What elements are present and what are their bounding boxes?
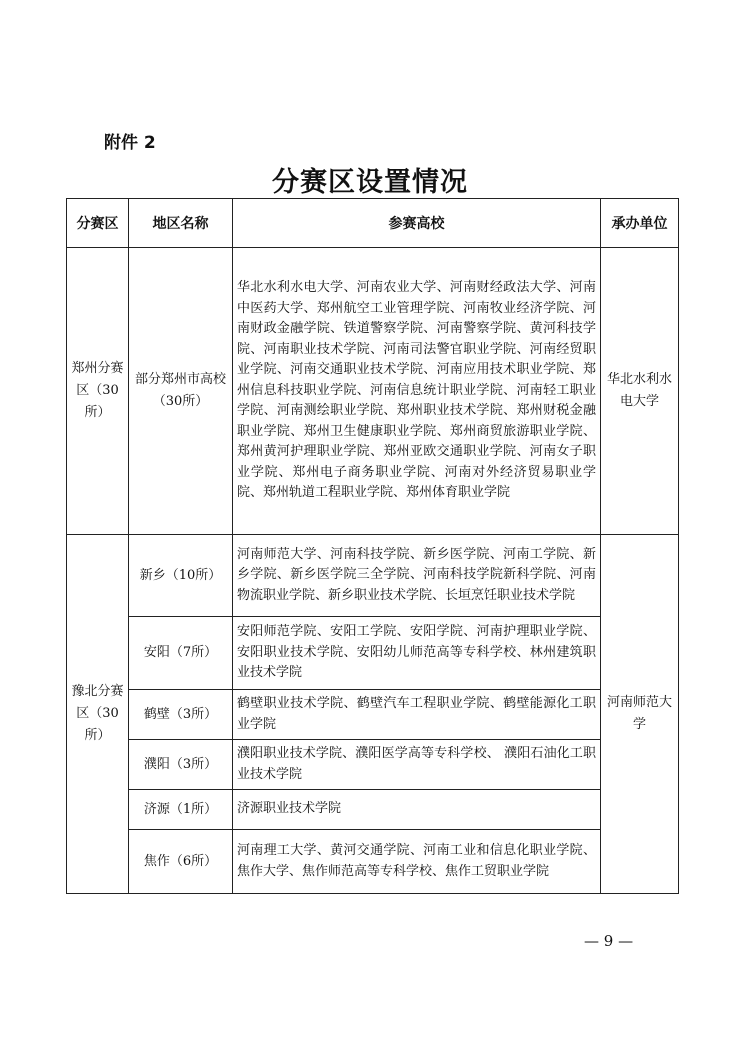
table-row [67, 535, 679, 617]
header-host: 承办单位 [601, 199, 679, 248]
region-cell: 濮阳（3所） [129, 740, 233, 790]
host-cell: 河南师范大学 [601, 535, 679, 894]
table-header-row [67, 199, 679, 248]
page-number: — 9 — [584, 932, 634, 950]
table-row [67, 790, 679, 830]
region-cell: 新乡（10所） [129, 535, 233, 617]
header-region: 地区名称 [129, 199, 233, 248]
header-division: 分赛区 [67, 199, 129, 248]
schools-cell: 济源职业技术学院 [233, 790, 601, 830]
table-row [67, 248, 679, 535]
table-row [67, 830, 679, 894]
page-title: 分赛区设置情况 [272, 167, 468, 198]
region-cell: 鹤壁（3所） [129, 690, 233, 740]
region-cell: 焦作（6所） [129, 830, 233, 894]
table-row [67, 740, 679, 790]
region-cell: 部分郑州市高校（30所） [129, 248, 233, 535]
schools-cell: 华北水利水电大学、河南农业大学、河南财经政法大学、河南中医药大学、郑州航空工业管理学院、河南牧业经济学院、河南财政金融学院、铁道警察学院、河南警察学院、黄河科技学院、河南职业技术学院、河南司法警官职业学院、河南经贸职业学院、河南交通职业技术学院、河南应用技术职业学院、郑州信息科技职业学院、河南信息统计职业学院、河南轻工职业学院、河南测绘职业学院、郑州职业技术学院、郑州财税金融职业学院、郑州卫生健康职业学院、郑州商贸旅游职业学院、郑州黄河护理职业学院、郑州亚欧交通职业学院、河南女子职业学院、郑州电子商务职业学院、河南对外经济贸易职业学院、郑州轨道工程职业学院、郑州体育职业学院 [233, 248, 601, 535]
division-cell: 郑州分赛区（30所） [67, 248, 129, 535]
table-row [67, 690, 679, 740]
schools-cell: 濮阳职业技术学院、濮阳医学高等专科学校、 濮阳石油化工职业技术学院 [233, 740, 601, 790]
header-schools: 参赛高校 [233, 199, 601, 248]
division-cell: 豫北分赛区（30所） [67, 535, 129, 894]
region-cell: 济源（1所） [129, 790, 233, 830]
division-table [66, 198, 679, 894]
schools-cell: 河南理工大学、黄河交通学院、河南工业和信息化职业学院、焦作大学、焦作师范高等专科学校、焦作工贸职业学院 [233, 830, 601, 894]
table-row [67, 617, 679, 690]
region-cell: 安阳（7所） [129, 617, 233, 690]
schools-cell: 河南师范大学、河南科技学院、新乡医学院、河南工学院、新乡学院、新乡医学院三全学院、河南科技学院新科学院、河南物流职业学院、新乡职业技术学院、长垣烹饪职业技术学院 [233, 535, 601, 617]
attachment-label: 附件 2 [104, 133, 156, 153]
schools-cell: 安阳师范学院、安阳工学院、安阳学院、河南护理职业学院、安阳职业技术学院、安阳幼儿师范高等专科学校、林州建筑职业技术学院 [233, 617, 601, 690]
host-cell: 华北水利水电大学 [601, 248, 679, 535]
schools-cell: 鹤壁职业技术学院、鹤壁汽车工程职业学院、鹤壁能源化工职业学院 [233, 690, 601, 740]
